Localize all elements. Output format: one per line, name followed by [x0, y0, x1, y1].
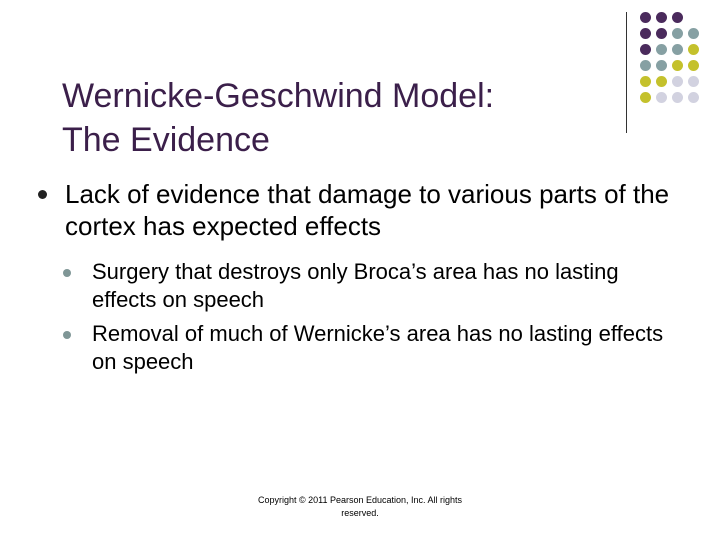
decorative-dot	[672, 28, 683, 39]
decorative-dot	[640, 76, 651, 87]
sub-bullet-item	[63, 258, 688, 314]
decorative-dot	[656, 76, 667, 87]
decorative-dot	[688, 92, 699, 103]
decorative-dot	[672, 92, 683, 103]
decorative-dot	[688, 28, 699, 39]
bullet-item	[38, 178, 688, 376]
decorative-dot	[640, 12, 651, 23]
decorative-dot	[672, 76, 683, 87]
decorative-dot-grid	[640, 12, 720, 122]
decorative-dot	[672, 60, 683, 71]
decorative-dot	[656, 44, 667, 55]
bullet-text: Lack of evidence that damage to various parts of the cortex has expected effects	[65, 179, 670, 241]
title-line-1: Wernicke-Geschwind Model:	[62, 77, 495, 115]
decorative-dot	[640, 28, 651, 39]
decorative-dot	[688, 60, 699, 71]
copyright-footer: Copyright © 2011 Pearson Education, Inc. All rights reserved.	[257, 495, 463, 518]
decorative-dot	[640, 92, 651, 103]
title-line-2: The Evidence	[62, 121, 270, 159]
decorative-dot	[656, 12, 667, 23]
decorative-dot	[672, 44, 683, 55]
decorative-dot	[672, 12, 683, 23]
decorative-dot	[640, 60, 651, 71]
decorative-dot	[640, 44, 651, 55]
bullet-list	[38, 178, 688, 382]
sub-bullet-dot-icon	[63, 331, 71, 339]
sub-bullet-text: Removal of much of Wernicke’s area has no lasting effects on speech	[92, 321, 664, 374]
sub-bullet-item	[63, 320, 688, 376]
sub-bullet-list	[63, 258, 688, 376]
decorative-dot	[656, 28, 667, 39]
sub-bullet-text: Surgery that destroys only Broca’s area has no lasting effects on speech	[92, 259, 619, 312]
sub-bullet-dot-icon	[63, 269, 71, 277]
decorative-dot	[656, 60, 667, 71]
decorative-dot	[656, 92, 667, 103]
slide-title	[62, 74, 622, 162]
decorative-dot	[688, 44, 699, 55]
decorative-dot	[688, 76, 699, 87]
title-divider	[626, 12, 627, 133]
bullet-dot-icon	[38, 190, 47, 199]
